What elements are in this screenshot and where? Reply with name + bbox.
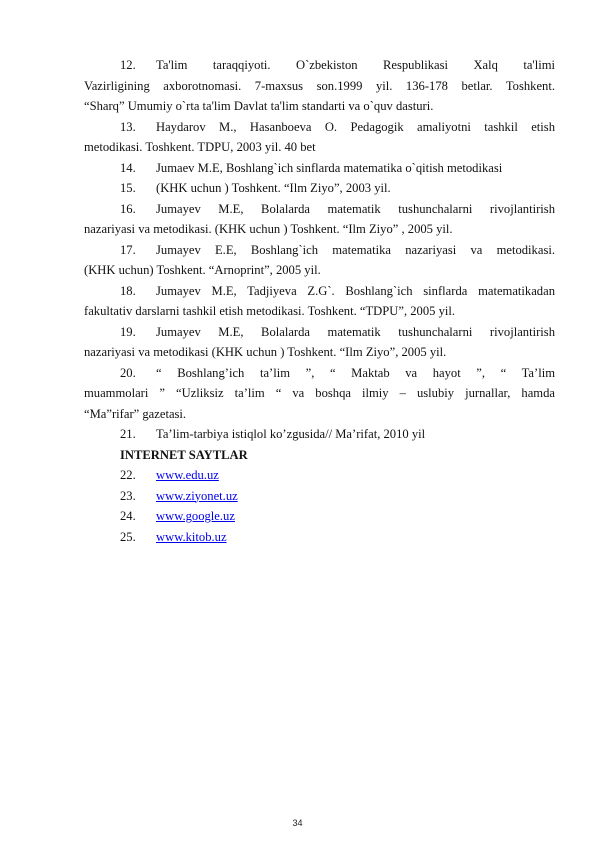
site-link[interactable]: www.edu.uz — [156, 468, 219, 482]
reference-number: 12. — [120, 58, 136, 72]
reference-number: 14. — [120, 160, 136, 175]
reference-number: 19. — [120, 324, 136, 339]
reference-text: Jumayev M.E, Tadjiyeva Z.G`. Boshlang`ich sinflarda matematikadan — [156, 283, 555, 298]
reference-text: “Sharq” Umumiy o`rta ta'lim Davlat ta'lim standarti va o`quv dasturi. — [84, 99, 434, 113]
reference-text: Jumayev M.E, Bolalarda matematik tushunchalarni rivojlantirish — [156, 201, 555, 216]
reference-first-line — [84, 322, 555, 343]
reference-entry — [84, 424, 555, 445]
reference-first-line — [84, 240, 555, 261]
reference-text: Jumayev M.E, Bolalarda matematik tushunchalarni rivojlantirish — [156, 324, 555, 339]
site-number: 25. — [120, 529, 136, 544]
site-entry — [84, 486, 555, 507]
reference-first-line — [84, 117, 555, 138]
reference-number: 18. — [120, 283, 136, 298]
reference-text: Haydarov M., Hasanboeva O. Pedagogik amaliyotni tashkil etish — [156, 119, 555, 134]
reference-number: 16. — [120, 201, 136, 216]
reference-text: nazariyasi va metodikasi. (KHK uchun ) Toshkent. “Ilm Ziyo” , 2005 yil. — [84, 222, 453, 236]
site-link[interactable]: www.ziyonet.uz — [156, 488, 238, 503]
reference-text: fakultativ darslarni tashkil etish metodikasi. Toshkent. “TDPU”, 2005 yil. — [84, 304, 456, 318]
reference-text: Ta’lim-tarbiya istiqlol ko’zgusida// Ma’rifat, 2010 yil — [156, 427, 426, 441]
reference-entry — [84, 199, 555, 240]
reference-first-line — [84, 363, 555, 384]
site-number: 22. — [120, 468, 136, 482]
reference-first-line — [84, 158, 555, 179]
reference-first-line — [84, 424, 555, 445]
reference-list — [84, 55, 555, 547]
reference-number: 17. — [120, 242, 136, 257]
reference-text: Jumaev M.E, Boshlang`ich sinflarda matematika o`qitish metodikasi — [156, 160, 503, 175]
reference-text: (KHK uchun ) Toshkent. “Ilm Ziyo”, 2003 yil. — [156, 181, 391, 195]
site-entry — [84, 465, 555, 486]
reference-text: (KHK uchun) Toshkent. “Arnoprint”, 2005 yil. — [84, 263, 321, 277]
reference-number: 21. — [120, 427, 136, 441]
reference-number: 13. — [120, 119, 136, 134]
site-number: 23. — [120, 488, 136, 503]
reference-entry — [84, 55, 555, 117]
reference-entry — [84, 240, 555, 281]
reference-entry — [84, 281, 555, 322]
reference-text: “Ma”rifar” gazetasi. — [84, 406, 187, 421]
reference-number: 15. — [120, 181, 136, 195]
reference-text: Jumayev E.E, Boshlang`ich matematika nazariyasi va metodikasi. — [156, 242, 555, 257]
reference-first-line — [84, 178, 555, 199]
reference-first-line — [84, 55, 555, 76]
reference-entry — [84, 363, 555, 425]
reference-number: 20. — [120, 365, 136, 380]
reference-text: muammolari ” “Uzliksiz ta’lim “ va boshqa ilmiy – uslubiy jurnallar, hamda — [84, 386, 555, 400]
reference-entry — [84, 178, 555, 199]
reference-text: metodikasi. Toshkent. TDPU, 2003 yil. 40 bet — [84, 140, 316, 154]
reference-text: Ta'lim taraqqiyoti. O`zbekiston Respublikasi Xalq ta'limi — [156, 58, 555, 72]
page-number: 34 — [292, 818, 303, 828]
reference-entry — [84, 158, 555, 179]
reference-entry — [84, 322, 555, 363]
site-link[interactable]: www.google.uz — [156, 509, 235, 523]
reference-text: Vazirligining axborotnomasi. 7-maxsus son.1999 yil. 136-178 betlar. Toshkent. — [84, 78, 555, 93]
site-number: 24. — [120, 509, 136, 523]
reference-first-line — [84, 199, 555, 220]
site-entry — [84, 506, 555, 527]
reference-text: nazariyasi va metodikasi (KHK uchun ) Toshkent. “Ilm Ziyo”, 2005 yil. — [84, 345, 447, 359]
site-link[interactable]: www.kitob.uz — [156, 529, 227, 544]
reference-first-line — [84, 281, 555, 302]
reference-text: “ Boshlang’ich ta’lim ”, “ Maktab va hayot ”, “ Ta’lim — [156, 365, 555, 380]
reference-entry — [84, 117, 555, 158]
site-entry — [84, 527, 555, 548]
internet-sites-heading: INTERNET SAYTLAR — [120, 447, 248, 462]
